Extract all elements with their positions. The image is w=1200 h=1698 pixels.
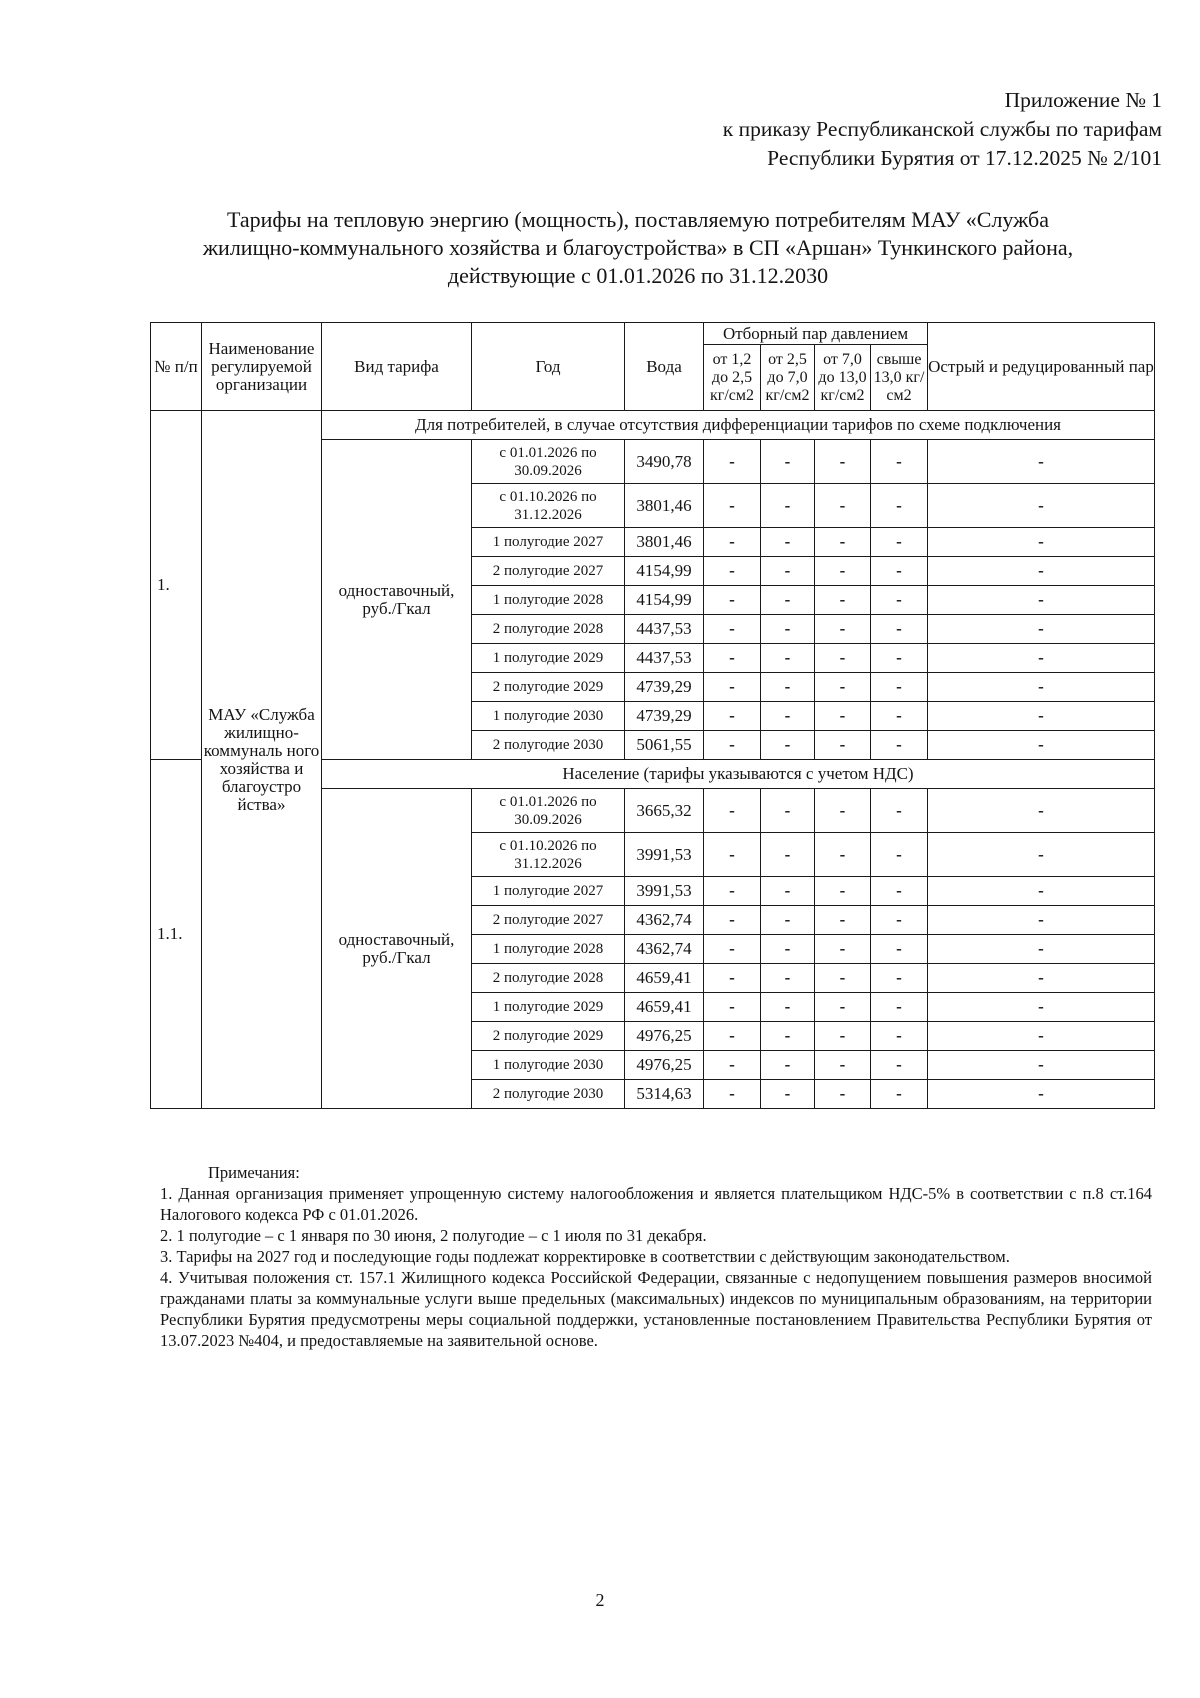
empty-value-cell: -	[815, 833, 871, 877]
empty-value-cell: -	[928, 964, 1155, 993]
empty-value-cell: -	[928, 1022, 1155, 1051]
header-row-top	[151, 323, 1155, 345]
water-tariff-cell: 3490,78	[625, 440, 704, 484]
empty-value-cell: -	[871, 964, 928, 993]
title-line-3: действующие с 01.01.2026 по 31.12.2030	[447, 263, 829, 288]
empty-value-cell: -	[704, 673, 761, 702]
empty-value-cell: -	[871, 644, 928, 673]
water-tariff-cell: 3801,46	[625, 528, 704, 557]
header-steam-2: от 2,5 до 7,0 кг/см2	[761, 345, 815, 411]
empty-value-cell: -	[928, 1051, 1155, 1080]
period-cell: 1 полугодие 2027	[472, 877, 625, 906]
empty-value-cell: -	[928, 484, 1155, 528]
empty-value-cell: -	[928, 528, 1155, 557]
title-line-1: Тарифы на тепловую энергию (мощность), поставляемую потребителям МАУ «Служба	[226, 207, 1050, 232]
empty-value-cell: -	[704, 1080, 761, 1109]
empty-value-cell: -	[815, 935, 871, 964]
empty-value-cell: -	[871, 1022, 928, 1051]
empty-value-cell: -	[761, 731, 815, 760]
empty-value-cell: -	[928, 673, 1155, 702]
empty-value-cell: -	[871, 586, 928, 615]
empty-value-cell: -	[928, 935, 1155, 964]
section-number: 1.1.	[151, 760, 202, 1109]
empty-value-cell: -	[928, 731, 1155, 760]
empty-value-cell: -	[928, 833, 1155, 877]
empty-value-cell: -	[928, 615, 1155, 644]
empty-value-cell: -	[815, 789, 871, 833]
water-tariff-cell: 4154,99	[625, 557, 704, 586]
empty-value-cell: -	[815, 615, 871, 644]
empty-value-cell: -	[704, 833, 761, 877]
empty-value-cell: -	[815, 1080, 871, 1109]
empty-value-cell: -	[815, 673, 871, 702]
org-name: МАУ «Служба жилищно-коммуналь ного хозяйства и благоустро йства»	[202, 411, 322, 1109]
note-item: 1. Данная организация применяет упрощенную систему налогообложения и является плательщиком НДС-5% в соответствии с п.8 ст.164 Налогового кодекса РФ с 01.01.2026.	[160, 1184, 1152, 1224]
empty-value-cell: -	[704, 702, 761, 731]
empty-value-cell: -	[761, 789, 815, 833]
empty-value-cell: -	[928, 789, 1155, 833]
empty-value-cell: -	[871, 702, 928, 731]
empty-value-cell: -	[761, 615, 815, 644]
empty-value-cell: -	[871, 731, 928, 760]
empty-value-cell: -	[704, 993, 761, 1022]
note-item: 2. 1 полугодие – с 1 января по 30 июня, 2 полугодие – с 1 июля по 31 декабря.	[160, 1226, 707, 1245]
empty-value-cell: -	[871, 833, 928, 877]
empty-value-cell: -	[704, 644, 761, 673]
period-cell: с 01.10.2026 по 31.12.2026	[472, 833, 625, 877]
empty-value-cell: -	[815, 731, 871, 760]
empty-value-cell: -	[704, 935, 761, 964]
period-cell: 1 полугодие 2029	[472, 993, 625, 1022]
appendix-line-2: к приказу Республиканской службы по тарифам	[722, 117, 1162, 141]
period-cell: 2 полугодие 2027	[472, 557, 625, 586]
empty-value-cell: -	[761, 964, 815, 993]
empty-value-cell: -	[704, 528, 761, 557]
period-cell: 1 полугодие 2030	[472, 1051, 625, 1080]
empty-value-cell: -	[928, 906, 1155, 935]
period-cell: 1 полугодие 2028	[472, 935, 625, 964]
empty-value-cell: -	[704, 1022, 761, 1051]
header-steam-group: Отборный пар давлением	[704, 323, 928, 345]
empty-value-cell: -	[928, 702, 1155, 731]
period-cell: 1 полугодие 2030	[472, 702, 625, 731]
header-steam-1: от 1,2 до 2,5 кг/см2	[704, 345, 761, 411]
water-tariff-cell: 4976,25	[625, 1051, 704, 1080]
empty-value-cell: -	[815, 440, 871, 484]
empty-value-cell: -	[815, 1051, 871, 1080]
empty-value-cell: -	[815, 644, 871, 673]
empty-value-cell: -	[928, 586, 1155, 615]
empty-value-cell: -	[761, 528, 815, 557]
note-item: 3. Тарифы на 2027 год и последующие годы подлежат корректировке в соответствии с действующим законодательством.	[160, 1247, 1010, 1266]
empty-value-cell: -	[815, 586, 871, 615]
empty-value-cell: -	[761, 877, 815, 906]
empty-value-cell: -	[704, 877, 761, 906]
empty-value-cell: -	[761, 833, 815, 877]
empty-value-cell: -	[871, 993, 928, 1022]
appendix-header	[520, 86, 1162, 173]
empty-value-cell: -	[704, 906, 761, 935]
empty-value-cell: -	[928, 557, 1155, 586]
period-cell: с 01.01.2026 по 30.09.2026	[472, 440, 625, 484]
note-item: 4. Учитывая положения ст. 157.1 Жилищного кодекса Российской Федерации, связанные с недопущением повышения размеров вносимой гражданами платы за коммунальные услуги выше предельных (максимальных) индексов по муниципальным образованиям, на территории Республики Бурятия предусмотрены меры социальной поддержки, установленные постановлением Правительства Республики Бурятия от 13.07.2023 №404, и предоставляемые на заявительной основе.	[160, 1268, 1152, 1350]
period-cell: 2 полугодие 2030	[472, 1080, 625, 1109]
water-tariff-cell: 4976,25	[625, 1022, 704, 1051]
empty-value-cell: -	[761, 935, 815, 964]
header-year: Год	[472, 323, 625, 411]
empty-value-cell: -	[871, 528, 928, 557]
empty-value-cell: -	[928, 1080, 1155, 1109]
empty-value-cell: -	[761, 557, 815, 586]
empty-value-cell: -	[871, 789, 928, 833]
empty-value-cell: -	[871, 935, 928, 964]
water-tariff-cell: 4437,53	[625, 615, 704, 644]
empty-value-cell: -	[761, 586, 815, 615]
empty-value-cell: -	[761, 1051, 815, 1080]
period-cell: 1 полугодие 2027	[472, 528, 625, 557]
empty-value-cell: -	[815, 993, 871, 1022]
period-cell: 1 полугодие 2028	[472, 586, 625, 615]
water-tariff-cell: 3991,53	[625, 877, 704, 906]
water-tariff-cell: 4739,29	[625, 702, 704, 731]
water-tariff-cell: 4659,41	[625, 993, 704, 1022]
section-title: Для потребителей, в случае отсутствия дифференциации тарифов по схеме подключения	[322, 411, 1155, 440]
empty-value-cell: -	[871, 1080, 928, 1109]
period-cell: 2 полугодие 2029	[472, 1022, 625, 1051]
appendix-line-1: Приложение № 1	[1004, 88, 1162, 112]
empty-value-cell: -	[761, 1080, 815, 1109]
title-line-2: жилищно-коммунального хозяйства и благоустройства» в СП «Аршан» Тункинского района,	[202, 235, 1074, 260]
section-title: Население (тарифы указываются с учетом НДС)	[322, 760, 1155, 789]
water-tariff-cell: 4362,74	[625, 935, 704, 964]
period-cell: 1 полугодие 2029	[472, 644, 625, 673]
header-sharp-steam: Острый и редуцированный пар	[928, 323, 1155, 411]
header-org: Наименование регулируемой организации	[202, 323, 322, 411]
empty-value-cell: -	[704, 484, 761, 528]
empty-value-cell: -	[761, 484, 815, 528]
document-title	[150, 206, 1126, 290]
tariff-type: одноставочный, руб./Гкал	[322, 440, 472, 760]
header-num: № п/п	[151, 323, 202, 411]
empty-value-cell: -	[704, 731, 761, 760]
header-tariff-type: Вид тарифа	[322, 323, 472, 411]
appendix-line-3: Республики Бурятия от 17.12.2025 № 2/101	[767, 146, 1162, 170]
empty-value-cell: -	[871, 877, 928, 906]
water-tariff-cell: 3801,46	[625, 484, 704, 528]
water-tariff-cell: 4659,41	[625, 964, 704, 993]
empty-value-cell: -	[815, 557, 871, 586]
empty-value-cell: -	[928, 644, 1155, 673]
empty-value-cell: -	[761, 440, 815, 484]
period-cell: 2 полугодие 2028	[472, 615, 625, 644]
period-cell: с 01.10.2026 по 31.12.2026	[472, 484, 625, 528]
notes	[160, 1162, 1152, 1351]
empty-value-cell: -	[871, 440, 928, 484]
empty-value-cell: -	[871, 906, 928, 935]
water-tariff-cell: 3991,53	[625, 833, 704, 877]
section-number: 1.	[151, 411, 202, 760]
empty-value-cell: -	[704, 586, 761, 615]
empty-value-cell: -	[704, 440, 761, 484]
period-cell: 2 полугодие 2029	[472, 673, 625, 702]
period-cell: 2 полугодие 2028	[472, 964, 625, 993]
empty-value-cell: -	[871, 1051, 928, 1080]
header-steam-3: от 7,0 до 13,0 кг/см2	[815, 345, 871, 411]
water-tariff-cell: 4437,53	[625, 644, 704, 673]
empty-value-cell: -	[761, 644, 815, 673]
tariff-table	[150, 322, 1155, 1109]
water-tariff-cell: 3665,32	[625, 789, 704, 833]
notes-heading: Примечания:	[208, 1163, 300, 1182]
period-cell: с 01.01.2026 по 30.09.2026	[472, 789, 625, 833]
water-tariff-cell: 5061,55	[625, 731, 704, 760]
header-steam-4: свыше 13,0 кг/см2	[871, 345, 928, 411]
empty-value-cell: -	[761, 673, 815, 702]
section-row	[151, 411, 1155, 440]
page-number: 2	[595, 1590, 605, 1610]
water-tariff-cell: 4154,99	[625, 586, 704, 615]
empty-value-cell: -	[704, 557, 761, 586]
empty-value-cell: -	[928, 993, 1155, 1022]
empty-value-cell: -	[815, 1022, 871, 1051]
empty-value-cell: -	[815, 964, 871, 993]
empty-value-cell: -	[815, 702, 871, 731]
water-tariff-cell: 4739,29	[625, 673, 704, 702]
empty-value-cell: -	[761, 906, 815, 935]
empty-value-cell: -	[871, 484, 928, 528]
empty-value-cell: -	[928, 440, 1155, 484]
period-cell: 2 полугодие 2030	[472, 731, 625, 760]
empty-value-cell: -	[871, 615, 928, 644]
empty-value-cell: -	[815, 906, 871, 935]
empty-value-cell: -	[761, 1022, 815, 1051]
empty-value-cell: -	[815, 528, 871, 557]
empty-value-cell: -	[871, 673, 928, 702]
empty-value-cell: -	[871, 557, 928, 586]
empty-value-cell: -	[761, 993, 815, 1022]
empty-value-cell: -	[704, 615, 761, 644]
empty-value-cell: -	[761, 702, 815, 731]
empty-value-cell: -	[815, 484, 871, 528]
empty-value-cell: -	[704, 789, 761, 833]
empty-value-cell: -	[704, 964, 761, 993]
water-tariff-cell: 4362,74	[625, 906, 704, 935]
period-cell: 2 полугодие 2027	[472, 906, 625, 935]
tariff-type: одноставочный, руб./Гкал	[322, 789, 472, 1109]
header-water: Вода	[625, 323, 704, 411]
water-tariff-cell: 5314,63	[625, 1080, 704, 1109]
empty-value-cell: -	[815, 877, 871, 906]
empty-value-cell: -	[928, 877, 1155, 906]
empty-value-cell: -	[704, 1051, 761, 1080]
